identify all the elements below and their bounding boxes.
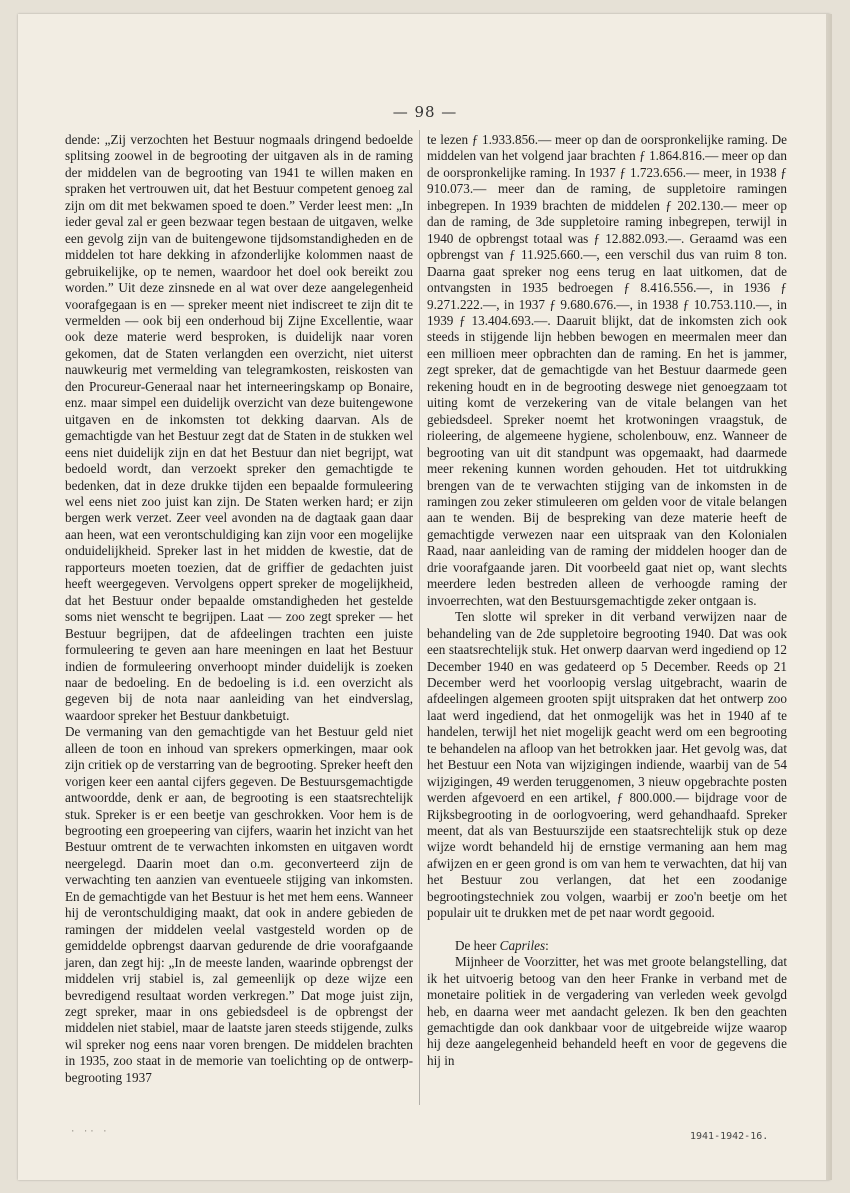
speaker-name: Capriles: [499, 937, 546, 953]
paragraph-gap: [427, 922, 787, 938]
column-divider: [419, 130, 420, 1105]
right-paragraph-3: Mijnheer de Voorzitter, het was met groote belangstelling, dat ik het uitvoerig betoog van den heer Franke in verband met de monetaire politiek in de vergadering van verleden week gevolgd heb, en daarna weer met aandacht gelezen. Ik ben den geachten gemachtigde dan ook dankbaar voor de uitgebreide wijze waarop hij deze aangelegenheid behandeld heeft en voor de gegevens die hij in: [427, 954, 787, 1068]
right-column: [427, 132, 787, 1069]
speaker-heading: [427, 938, 787, 954]
footer-faint-marks: · ·· ·: [70, 1127, 109, 1137]
page-number: — 98 —: [392, 103, 458, 121]
speaker-suffix: :: [545, 937, 549, 953]
left-paragraph-1: dende: „Zij verzochten het Bestuur nogmaals dringend bedoelde splitsing zoowel in de begrooting der uitgaven als in de raming der middelen van de begrooting van 1941 te willen maken en spraken het vertrouwen uit, dat het Bestuur competent genoeg zal zijn om dit met bekwamen spoed te doen.” Verder leest men: „In ieder geval zal er geen bezwaar tegen bestaan de uitgaven, welke een gevolg zijn van de buitengewone tijdsomstandigheden en de middelen tot hare dekking in afzonderlijke kolommen naast de gebruikelijke, op te nemen, waardoor het doel ook bereikt zou worden.” Uit deze zinsnede en al wat over deze aangelegenheid voorafgegaan is en — spreker meent niet indiscreet te zijn dit te vermelden — ook bij een onderhoud bij Zijne Excellentie, waar ook deze materie werd besproken, is duidelijk naar voren gekomen, dat de Staten verlangden een overzicht, niet uiterst nauwkeurig met vermelding van telegramkosten, reiskosten van den Procureur-Generaal naar het interneeringskamp op Bonaire, enz. maar simpel een duidelijk overzicht van deze buitengewone uitgaven en de inkomsten tot dekking daarvan. Als de gemachtigde van het Bestuur zegt dat de Staten in de stukken wel eens niet duidelijk zijn en dat het Bestuur dan niet begrijpt, wat bedoeld wordt, dan verzoekt spreker den gemachtigde te bedenken, dat in deze drukke tijden een bepaalde formuleering wel eens niet zoo juist kan zijn. De Staten werken hard; er zijn bergen werk verzet. Zeer veel avonden na de dagtaak gaan daar aan heen, wat een verontschuldiging kan zijn voor een mogelijke onduidelijkheid. Spreker last in het midden de kwestie, dat de rapporteurs moeten toezien, dat de griffier de gedachten juist heeft weergegeven. Vervolgens oppert spreker de mogelijkheid, dat het Bestuur onder bepaalde omstandigheden het gestelde soms niet wenscht te begrijpen. Laat — zoo zegt spreker — het Bestuur begrijpen, dat de afdeelingen trachten een juiste formuleering te geven aan hare meeningen en laat het Bestuur indien de formuleering onverhoopt minder duidelijk is zoeken naar de bedoeling. En de bedoeling is i.d. een overzicht als gegeven bij de nota naar aanleiding van het eindverslag, waardoor spreker het Bestuur dankbetuigt.: [65, 132, 413, 723]
page-edge: [826, 14, 832, 1180]
archive-reference: 1941-1942-16.: [690, 1131, 769, 1142]
right-paragraph-1: te lezen ƒ 1.933.856.— meer op dan de oorspronkelijke raming. De middelen van het volgend jaar brachten ƒ 1.864.816.— meer op dan de oorspronkelijke raming. In 1937 ƒ 1.723.656.— meer, in 1938 ƒ 910.073.— meer dan de raming, de suppletoire ramingen inbegrepen. In 1939 brachten de middelen ƒ 202.130.— meer op dan de raming, de 3de suppletoire raming inbegrepen, terwijl in 1940 de opbrengst totaal was ƒ 12.882.093.—. Geraamd was een opbrengst van ƒ 11.925.660.—, een verschil dus van ruim 8 ton. Daarna gaat spreker nog eens terug en laat uitkomen, dat de ontvangsten in 1935 bedroegen ƒ 8.416.556.—, in 1936 ƒ 9.271.222.—, in 1937 ƒ 9.680.676.—, in 1938 ƒ 10.753.110.—, in 1939 ƒ 13.404.693.—. Daaruit blijkt, dat de inkomsten zich ook steeds in stijgende lijn hebben bewogen en meermalen meer dan een millioen meer opbrachten dan de raming. En het is jammer, zegt spreker, dat de gemachtigde van het Bestuur daarmede geen rekening houdt en in de begrooting deswege niet genoegzaam tot uiting komt de verzekering van de vitale belangen van het gebiedsdeel. Spreker noemt het krotwoningen vraagstuk, de rioleering, de algemeene hygiene, scholenbouw, enz. Wanneer de begrooting van uit dit standpunt was opgemaakt, had daarmede meer rekening kunnen worden gehouden. Het tot uitdrukking brengen van de te verwachten stijging van de inkomsten in de ramingen zou zeker stimuleeren om gelden voor de vitale belangen aan te wenden. Bij de bespreking van deze materie heeft de gemachtigde verwezen naar een uitspraak van den Kolonialen Raad, naar aanleiding van de raming der middelen hooger dan de drie voorafgaande jaren. Dit voorbeeld gaat niet op, want slechts meerdere leden bestreden alleen de verhoogde raming der invoerrechten, wat den Bestuursgemachtigde zeker ontgaan is.: [427, 132, 787, 608]
left-paragraph-2: De vermaning van den gemachtigde van het Bestuur geld niet alleen de toon en inhoud van sprekers opmerkingen, maar ook zijn critiek op de verstarring van de begrooting. Spreker heeft den vorigen keer een aantal cijfers gegeven. De Bestuursgemachtigde antwoordde, denk er aan, de begrooting is een staatsrechtelijk stuk. Spreker is er een beetje van geschrokken. Voor hem is de begrooting een groepeering van cijfers, waarin het inzicht van het Bestuur omtrent de te verwachten inkomsten en uitgaven wordt neergelegd. Daarin moet dan o.m. geconverteerd zijn de verwachting ten aanzien van eventueele stijging van inkomsten. En de gemachtigde van het Bestuur is het met hem eens. Wanneer hij de verontschuldiging maakt, dat ook in andere gebieden de ramingen der middelen veelal vastgesteld worden op de gemiddelde opbrengst daarvan gedurende de drie voorafgaande jaren, dan zegt hij: „In de meeste landen, waarinde opbrengst der middelen vrij stabiel is, zal gemeenlijk op deze wijze een bevredigend resultaat worden verkregen.” Dat moge juist zijn, zegt spreker, maar in ons gebiedsdeel is de opbrengst der middelen niet stabiel, maar de laatste jaren steeds stijgende, zulks wil spreker nog eens naar voren brengen. De middelen brachten in 1935, zoo staat in de memorie van toelichting op de ontwerp-begrooting 1937: [65, 724, 413, 1085]
left-column: [65, 132, 413, 1086]
right-paragraph-2: Ten slotte wil spreker in dit verband verwijzen naar de behandeling van de 2de suppletoire begrooting 1940. Dat was ook een staatsrechtelijk stuk. Het onwerp daarvan werd ingediend op 12 December 1940 en was gedateerd op 5 December. Reeds op 21 December werd het voorloopig verslag uitgebracht, waarin de afdeelingen algemeen grooten spijt uitspraken dat het ontwerp zoo laat werd ingediend, dat het onmogelijk was het in 1940 af te handelen, terwijl het niet mogelijk geacht werd om een begrooting te behandelen na afloop van het betrokken jaar. Het gevolg was, dat het Bestuur een Nota van wijzigingen indiende, waarbij van de 54 wijzigingen, 49 werden teruggenomen, 3 nieuw opgebrachte posten werden afgevoerd en een artikel, ƒ 800.000.— bijdrage voor de Rijksbegrooting in de oorlogvoering, werd gehandhaafd. Spreker meent, dat als van Bestuurszijde een staatsrechtelijk stuk op deze wijze wordt behandeld hij de ernstige vermaning aan hem mag afwijzen en er geen grond is om van hem te verwachten, dat hij van het Bestuur zou verlangen, dat het een zoodanige begrootingstechniek zou volgen, waarbij er zoo'n beetje om het populair uit te drukken met de pet naar wordt gegooid.: [427, 609, 787, 921]
speaker-prefix: De heer: [455, 937, 500, 953]
